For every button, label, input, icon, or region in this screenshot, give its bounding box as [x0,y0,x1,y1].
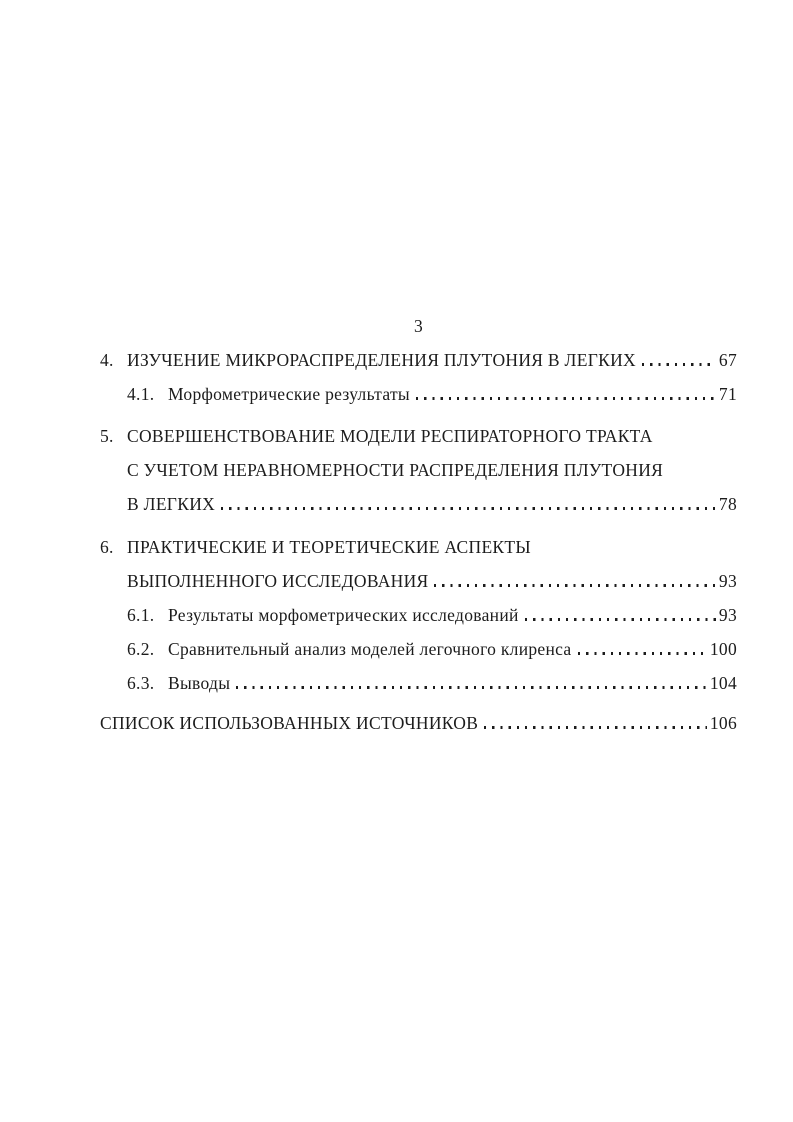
dot-leader [236,686,707,689]
dot-leader [416,397,716,400]
toc-page-ref: 93 [718,605,737,625]
dot-leader [434,584,715,587]
toc-entry-title: Морфометрические результаты [168,384,410,404]
toc-entry-title: Результаты морфометрических исследований [168,605,519,625]
toc-page-ref: 93 [718,571,737,591]
toc-entry-number: 4. [100,350,114,370]
table-of-contents [100,316,737,747]
toc-page-ref: 78 [718,494,737,514]
toc-page-ref: 106 [709,713,737,733]
dot-leader [578,652,707,655]
toc-entry-title: Сравнительный анализ моделей легочного клиренса [168,639,572,659]
toc-entry-number: 5. [100,426,114,446]
toc-entry-number: 6. [100,537,114,557]
toc-entry-6-1 [100,605,737,639]
toc-entry-title: СПИСОК ИСПОЛЬЗОВАННЫХ ИСТОЧНИКОВ [100,713,479,733]
toc-entry-6-2 [100,639,737,673]
toc-entry-5-line2 [100,460,737,494]
toc-entry-title: В ЛЕГКИХ [127,494,216,514]
toc-entry-number: 4.1. [127,384,155,404]
toc-entry-5 [100,426,737,460]
toc-entry-title: ИЗУЧЕНИЕ МИКРОРАСПРЕДЕЛЕНИЯ ПЛУТОНИЯ В ЛЕГКИХ [127,350,636,370]
toc-entry-title: СОВЕРШЕНСТВОВАНИЕ МОДЕЛИ РЕСПИРАТОРНОГО ТРАКТА [127,426,653,446]
toc-entry-4-1 [100,384,737,418]
toc-page-ref: 100 [709,639,737,659]
toc-page-ref: 71 [718,384,737,404]
toc-entry-title: Выводы [168,673,231,693]
toc-page-ref: 67 [718,350,737,370]
toc-entry-title: С УЧЕТОМ НЕРАВНОМЕРНОСТИ РАСПРЕДЕЛЕНИЯ ПЛУТОНИЯ [127,460,664,480]
toc-entry-number: 6.1. [127,605,155,625]
toc-entry-title: ПРАКТИЧЕСКИЕ И ТЕОРЕТИЧЕСКИЕ АСПЕКТЫ [127,537,531,557]
toc-entry-4 [100,350,737,384]
toc-entry-5-line3 [100,494,737,528]
dot-leader [484,726,707,729]
toc-entry-6 [100,537,737,571]
dot-leader [525,618,716,621]
toc-page-ref: 104 [709,673,737,693]
toc-entry-number: 6.2. [127,639,155,659]
toc-entry-references [100,713,737,747]
toc-entry-6-line2 [100,571,737,605]
toc-entry-6-3 [100,673,737,707]
dot-leader [642,363,716,366]
toc-entry-title: ВЫПОЛНЕННОГО ИССЛЕДОВАНИЯ [127,571,429,591]
page-number: 3 [413,316,424,336]
toc-entry-number: 6.3. [127,673,155,693]
dot-leader [221,507,716,510]
